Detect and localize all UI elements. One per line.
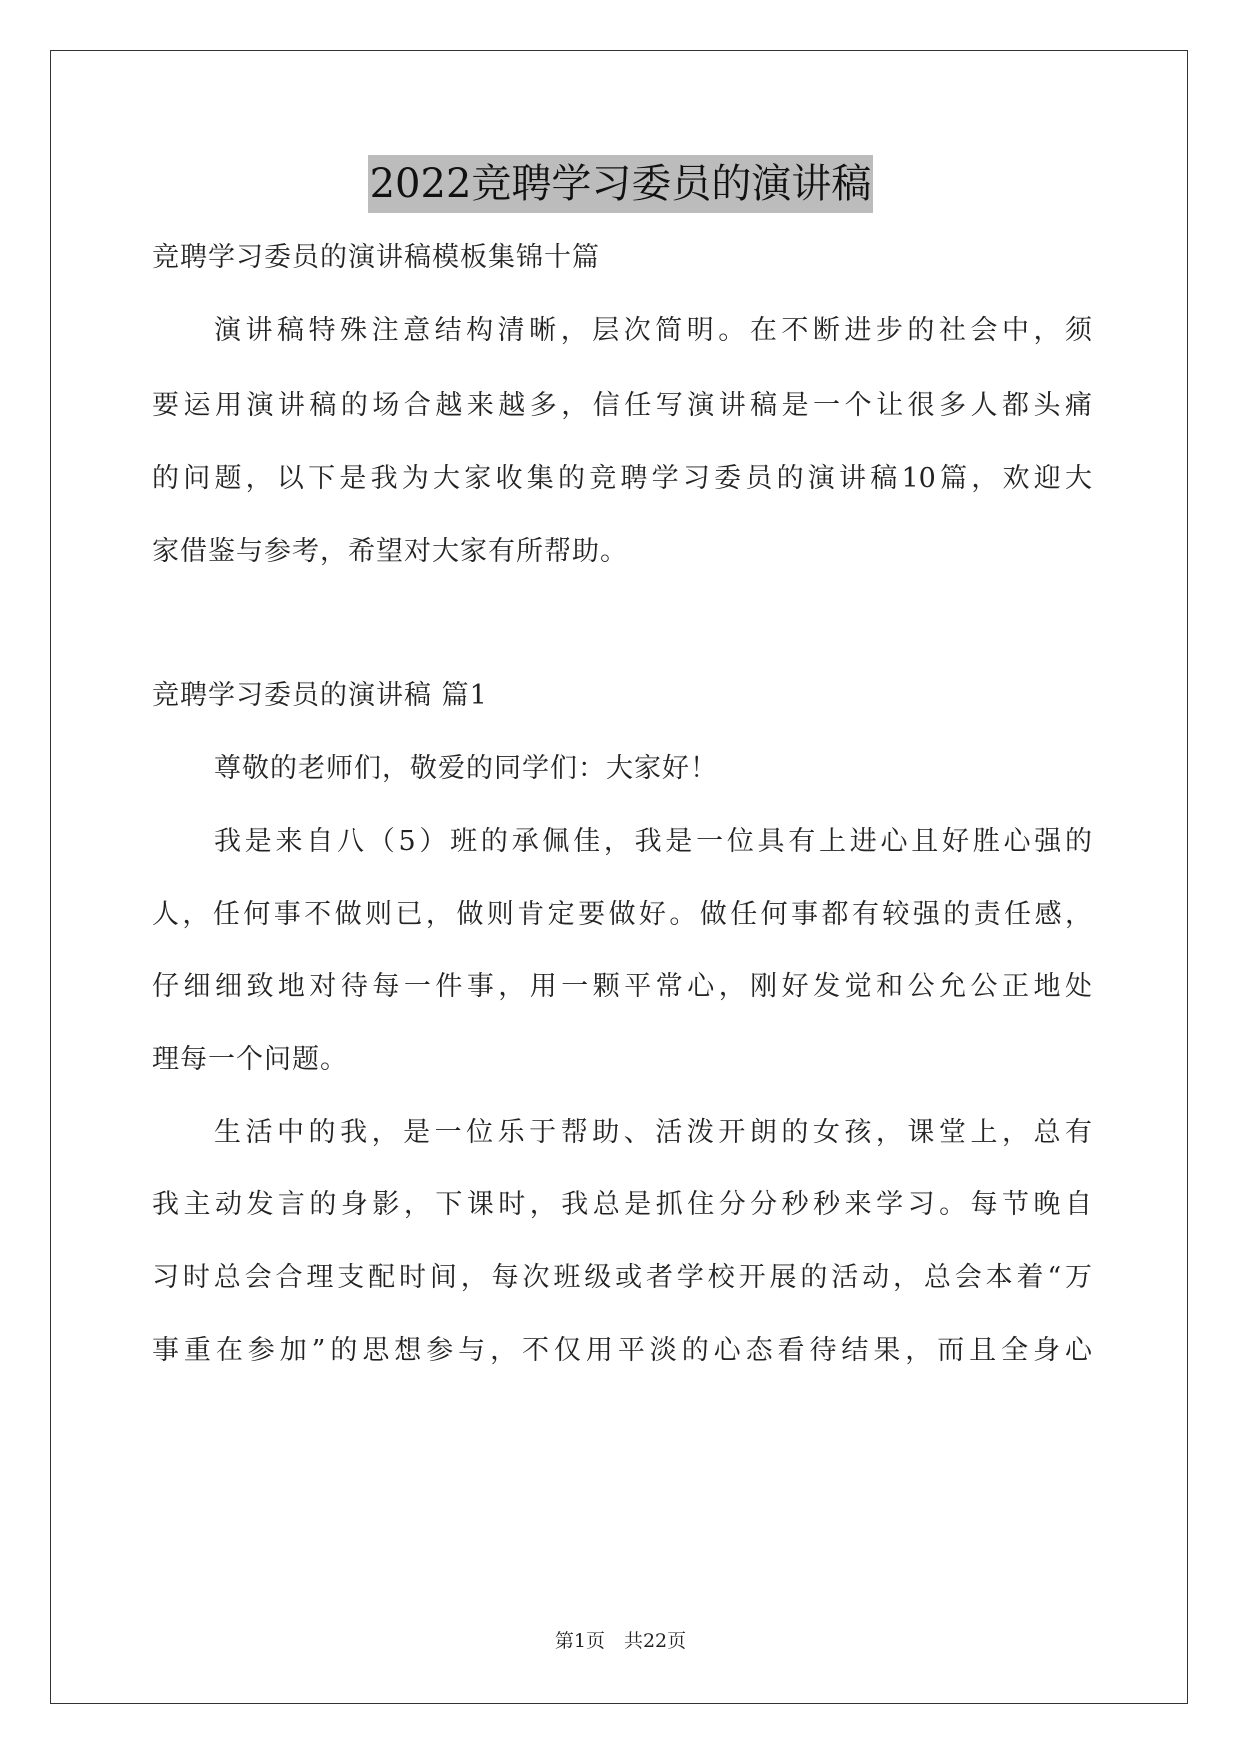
intro-line-2: 要运用演讲稿的场合越来越多，信任写演讲稿是一个让很多人都头痛 <box>152 390 1092 421</box>
page-border <box>50 50 1188 1704</box>
section-heading: 竞聘学习委员的演讲稿 篇1 <box>152 680 488 711</box>
greeting-line: 尊敬的老师们，敬爱的同学们：大家好！ <box>214 753 718 784</box>
document-title-wrap <box>0 155 1241 222</box>
intro-line-1: 演讲稿特殊注意结构清晰，层次简明。在不断进步的社会中，须 <box>214 315 1092 346</box>
intro-line-3: 的问题，以下是我为大家收集的竞聘学习委员的演讲稿10篇，欢迎大 <box>152 463 1092 494</box>
document-title: 2022竞聘学习委员的演讲稿 <box>368 155 874 213</box>
intro-line-4: 家借鉴与参考，希望对大家有所帮助。 <box>152 536 628 567</box>
para2-line-2: 我主动发言的身影，下课时，我总是抓住分分秒秒来学习。每节晚自 <box>152 1189 1092 1220</box>
para2-line-1: 生活中的我，是一位乐于帮助、活泼开朗的女孩，课堂上，总有 <box>214 1117 1092 1148</box>
para2-line-3: 习时总会合理支配时间，每次班级或者学校开展的活动，总会本着“万 <box>152 1262 1092 1293</box>
para1-line-1: 我是来自八（5）班的承佩佳，我是一位具有上进心且好胜心强的 <box>214 826 1092 857</box>
para1-line-3: 仔细细致地对待每一件事，用一颗平常心，刚好发觉和公允公正地处 <box>152 971 1092 1002</box>
page-footer: 第1页 共22页 <box>554 1630 687 1652</box>
para2-line-4: 事重在参加”的思想参与，不仅用平淡的心态看待结果，而且全身心 <box>152 1335 1092 1366</box>
para1-line-2: 人，任何事不做则已，做则肯定要做好。做任何事都有较强的责任感， <box>152 899 1092 930</box>
para1-line-4: 理每一个问题。 <box>152 1044 348 1075</box>
document-subtitle: 竞聘学习委员的演讲稿模板集锦十篇 <box>152 242 600 273</box>
